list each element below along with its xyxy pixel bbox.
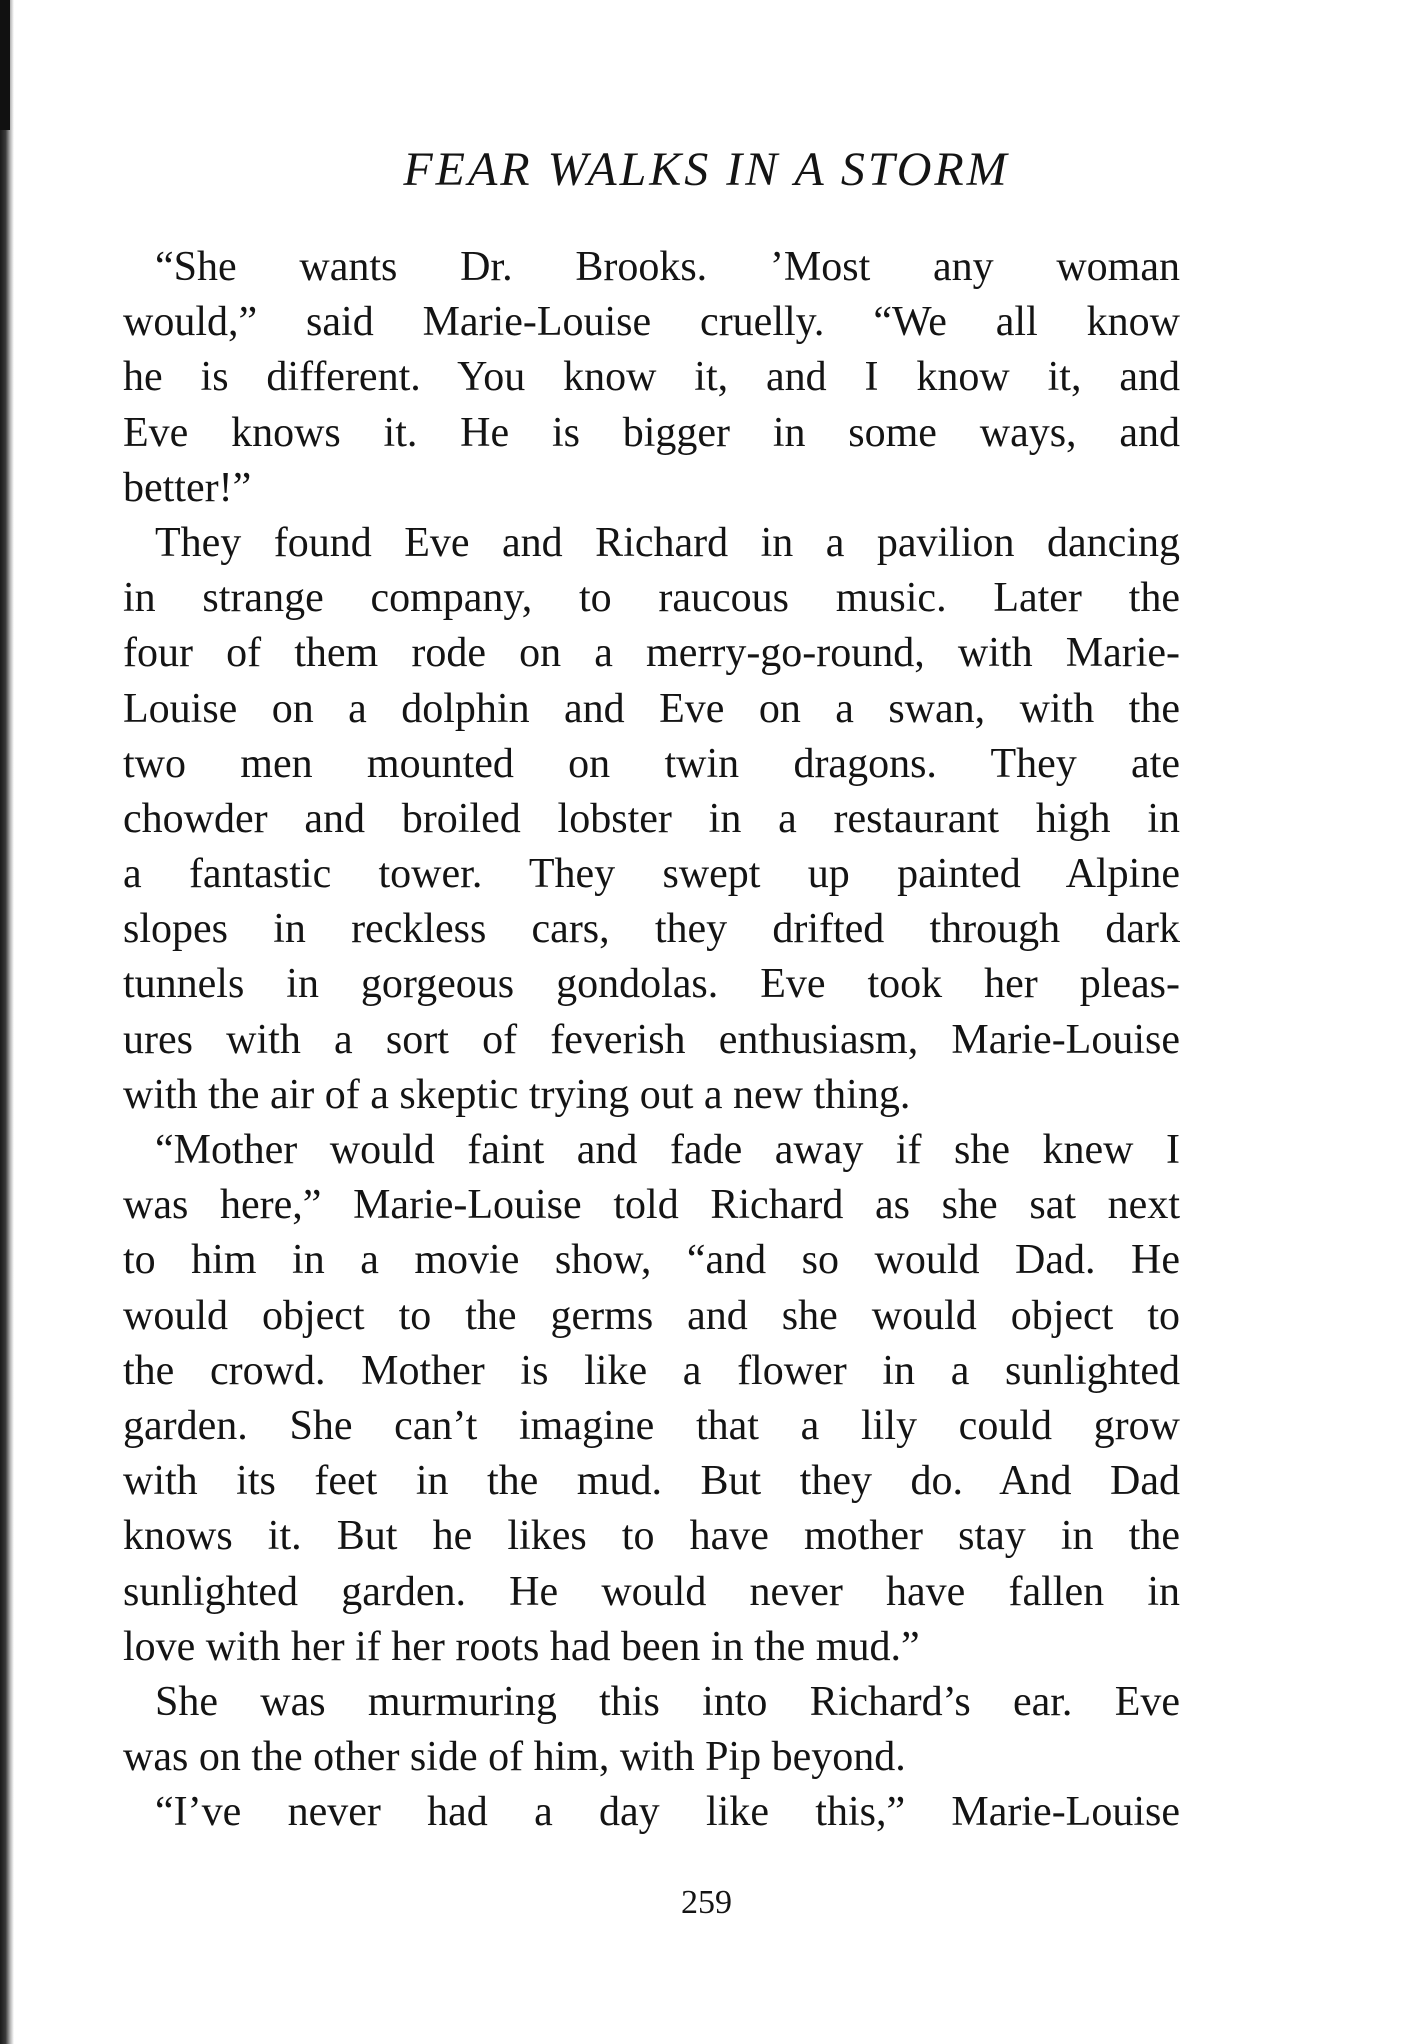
text-line: in strange company, to raucous music. Later the: [123, 575, 1180, 622]
text-line: “She wants Dr. Brooks. ’Most any woman: [155, 244, 1180, 290]
text-line: the crowd. Mother is like a flower in a sunlighted: [123, 1347, 1180, 1394]
text-line: “Mother would faint and fade away if she knew I: [155, 1127, 1180, 1173]
text-line: knows it. But he likes to have mother stay in the: [123, 1513, 1180, 1560]
text-line: four of them rode on a merry-go-round, with Marie-: [123, 630, 1180, 677]
text-line: love with her if her roots had been in the mud.”: [123, 1623, 920, 1670]
page-number: 259: [681, 1884, 732, 1921]
text-line: “I’ve never had a day like this,” Marie-Louise: [155, 1789, 1180, 1836]
text-line: a fantastic tower. They swept up painted Alpine: [123, 851, 1180, 898]
body-text: [123, 240, 1180, 1840]
text-line: would object to the germs and she would object to: [123, 1292, 1180, 1339]
text-line: tunnels in gorgeous gondolas. Eve took her pleas-: [123, 961, 1180, 1008]
text-line: sunlighted garden. He would never have fallen in: [123, 1568, 1180, 1615]
text-line: Louise on a dolphin and Eve on a swan, with the: [123, 685, 1180, 732]
text-line: with its feet in the mud. But they do. And Dad: [123, 1458, 1180, 1505]
text-line: he is different. You know it, and I know it, and: [123, 354, 1180, 401]
text-line: to him in a movie show, “and so would Dad. He: [123, 1237, 1180, 1284]
text-line: was here,” Marie-Louise told Richard as she sat next: [123, 1182, 1180, 1229]
text-line: slopes in reckless cars, they drifted through dark: [123, 906, 1180, 953]
text-line: with the air of a skeptic trying out a new thing.: [123, 1071, 911, 1118]
book-spine-shadow: [0, 0, 14, 2044]
running-head: FEAR WALKS IN A STORM: [403, 143, 1010, 196]
text-line: two men mounted on twin dragons. They ate: [123, 740, 1180, 787]
text-line: She was murmuring this into Richard’s ear. Eve: [155, 1678, 1180, 1725]
text-line: ures with a sort of feverish enthusiasm, Marie-Louise: [123, 1016, 1180, 1063]
text-line: was on the other side of him, with Pip beyond.: [123, 1734, 906, 1781]
book-spine-edge: [0, 0, 10, 130]
text-line: better!”: [123, 464, 252, 511]
text-line: chowder and broiled lobster in a restaurant high in: [123, 795, 1180, 842]
text-line: garden. She can’t imagine that a lily could grow: [123, 1402, 1180, 1449]
text-line: would,” said Marie-Louise cruelly. “We all know: [123, 299, 1180, 346]
text-line: They found Eve and Richard in a pavilion dancing: [155, 519, 1180, 566]
text-line: Eve knows it. He is bigger in some ways, and: [123, 409, 1180, 456]
